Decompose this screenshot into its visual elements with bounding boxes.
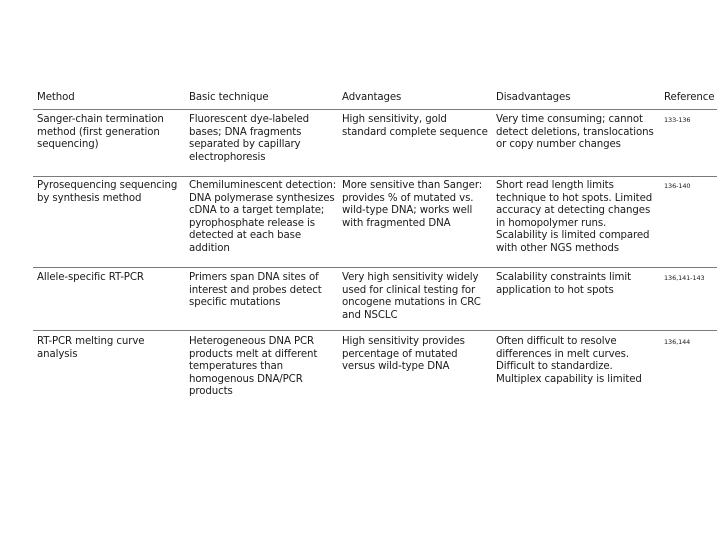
cell-advantages: More sensitive than Sanger: provides % of mutated vs. wild-type DNA; works well with fragmented DNA [342, 180, 483, 229]
cell-reference: 136,141-143 [664, 274, 705, 282]
cell-advantages: High sensitivity provides percentage of mutated versus wild-type DNA [342, 336, 465, 372]
cell-technique: Fluorescent dye-labeled bases; DNA fragments separated by capillary electrophoresis [189, 114, 309, 163]
cell-method: Allele-specific RT-PCR [37, 272, 144, 283]
cell-disadvantages: Very time consuming; cannot detect deletions, translocations or copy number changes [496, 114, 654, 150]
cell-technique: Heterogeneous DNA PCR products melt at different temperatures than homogenous DNA/PCR products [189, 336, 318, 397]
cell-advantages: Very high sensitivity widely used for clinical testing for oncogene mutations in CRC and NSCLC [342, 272, 481, 321]
header-disadvantages: Disadvantages [496, 92, 571, 103]
cell-technique: Primers span DNA sites of interest and probes detect specific mutations [189, 272, 322, 308]
header-technique: Basic technique [189, 92, 269, 103]
cell-disadvantages: Often difficult to resolve differences in melt curves. Difficult to standardize. Multiplex capability is limited [496, 336, 642, 385]
cell-disadvantages: Short read length limits technique to hot spots. Limited accuracy at detecting changes in homopolymer runs. Scalability is limited compared with other NGS methods [496, 180, 653, 254]
cell-method: RT-PCR melting curve analysis [37, 336, 145, 360]
cell-technique: Chemiluminescent detection: DNA polymerase synthesizes cDNA to a target template; pyrophosphate release is detected at each base addition [189, 180, 337, 254]
header-divider [33, 109, 717, 110]
cell-reference: 133-136 [664, 116, 691, 124]
row-divider [33, 330, 717, 331]
cell-disadvantages: Scalability constraints limit application to hot spots [496, 272, 631, 296]
cell-reference: 136-140 [664, 182, 691, 190]
row-divider [33, 267, 717, 268]
header-reference: Reference [664, 92, 715, 103]
header-row [33, 92, 717, 110]
header-method: Method [37, 92, 75, 103]
cell-reference: 136,144 [664, 338, 691, 346]
cell-advantages: High sensitivity, gold standard complete sequence [342, 114, 488, 138]
row-divider [33, 176, 717, 177]
header-advantages: Advantages [342, 92, 402, 103]
cell-method: Pyrosequencing sequencing by synthesis method [37, 180, 178, 204]
cell-method: Sanger-chain termination method (first generation sequencing) [37, 114, 164, 150]
